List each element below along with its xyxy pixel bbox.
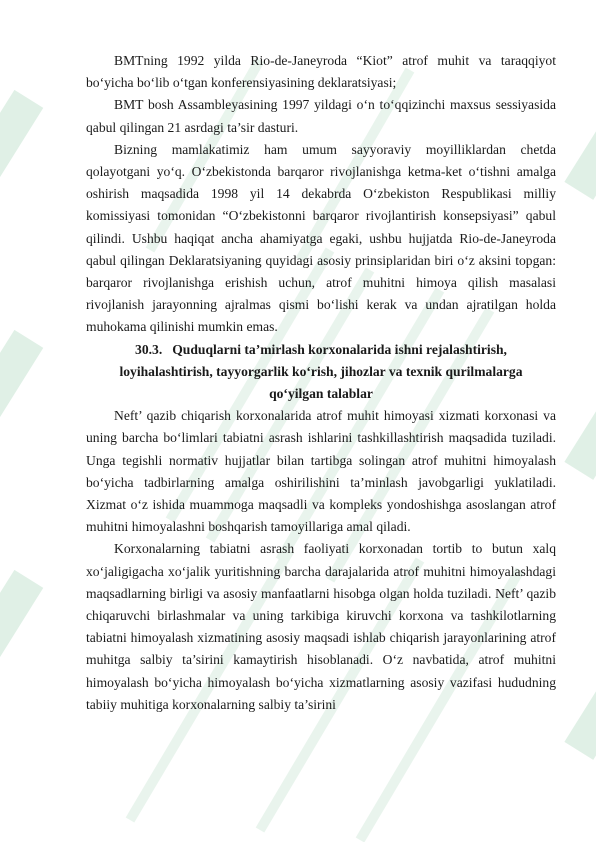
section-heading	[86, 339, 556, 406]
document-body	[86, 50, 556, 716]
paragraph-enterprise-activity: Korxonalarning tabiatni asrash faoliyati korxonadan tortib to butun xalq xo‘jaligigacha xo‘jalik yuritishning barcha darajalarida atrof muhitni himoyalashdagi maqsadlarning birligi va asosiy manfaatlarni hisobga olgan holda tuziladi. Neft’ qazib chiqaruvchi birlashmalar va uning tarkibiga kiruvchi korxona va tashkilotlarning tabiatni himoyalash xizmatining asosiy maqsadi ishlab chiqarish jarayonlarining atrof muhitga salbiy ta’sirini kamaytirish hisoblanadi. O‘z navbatida, atrof muhitni himoyalash bo‘yicha himoyalash bo‘yicha xizmatlarning asosiy vazifasi hududning tabiiy muhitiga korxonalarning salbiy ta’sirini	[86, 541, 556, 712]
paragraph-rio-declaration: BMTning 1992 yilda Rio-de-Janeyroda “Kiot” atrof muhit va taraqqiyot bo‘yicha bo‘lib o‘tgan konferensiyasining deklaratsiyasi;	[86, 53, 556, 91]
section-heading-line1	[86, 339, 556, 361]
paragraph-uzbekistan-concept: Bizning mamlakatimiz ham umum sayyoraviy moyilliklardan chetda qolayotgani yo‘q. O‘zbekistonda barqaror rivojlanishga ketma-ket o‘tishni amalga oshirish maqsadida 1998 yil 14 dekabrda O‘zbekiston Respublikasi milliy komissiyasi tomonidan “O‘zbekistonni barqaror rivojlantirish konsepsiyasi” qabul qilindi. Ushbu haqiqat ancha ahamiyatga egaki, ushbu hujjatda Rio-de-Janeyroda qabul qilingan Deklaratsiyaning quyidagi asosiy prinsiplaridan biri o‘z aksini topgan: barqaror rivojlanishga erishish uchun, atrof muhitni himoya qilish masalasi rivojlanish jarayonning ajralmas qismi bo‘lishi kerak va undan ajratilgan holda muhokama qilinishi mumkin emas.	[86, 141, 556, 335]
paragraph-environment-service: Neft’ qazib chiqarish korxonalarida atrof muhit himoyasi xizmati korxonasi va uning barcha bo‘limlari tabiatni asrash ishlarini tashkillashtirish maqsadida tuziladi. Unga tegishli normativ hujjatlar bilan tartibga solingan atrof muhitni himoyalash bo‘yicha tadbirlarning amalga oshirilishini ta’minlash javobgarligi yuklatiladi. Xizmat o‘z ishida muammoga maqsadli va kompleks yondoshishga asoslangan atrof muhitni himoyalashni boshqarish tamoyillariga amal qiladi.	[86, 408, 556, 535]
section-title-line3: qo‘yilgan talablar	[269, 386, 373, 402]
paragraph-un-assembly: BMT bosh Assambleyasining 1997 yildagi o‘n to‘qqizinchi maxsus sessiyasida qabul qilingan 21 asrdagi ta’sir dasturi.	[86, 97, 556, 135]
section-number: 30.3.	[135, 341, 163, 357]
section-title-line2: loyihalashtirish, tayyorgarlik ko‘rish, jihozlar va texnik qurilmalarga	[119, 363, 523, 379]
section-title-line1: Quduqlarni ta’mirlash korxonalarida ishni rejalashtirish,	[172, 341, 507, 357]
